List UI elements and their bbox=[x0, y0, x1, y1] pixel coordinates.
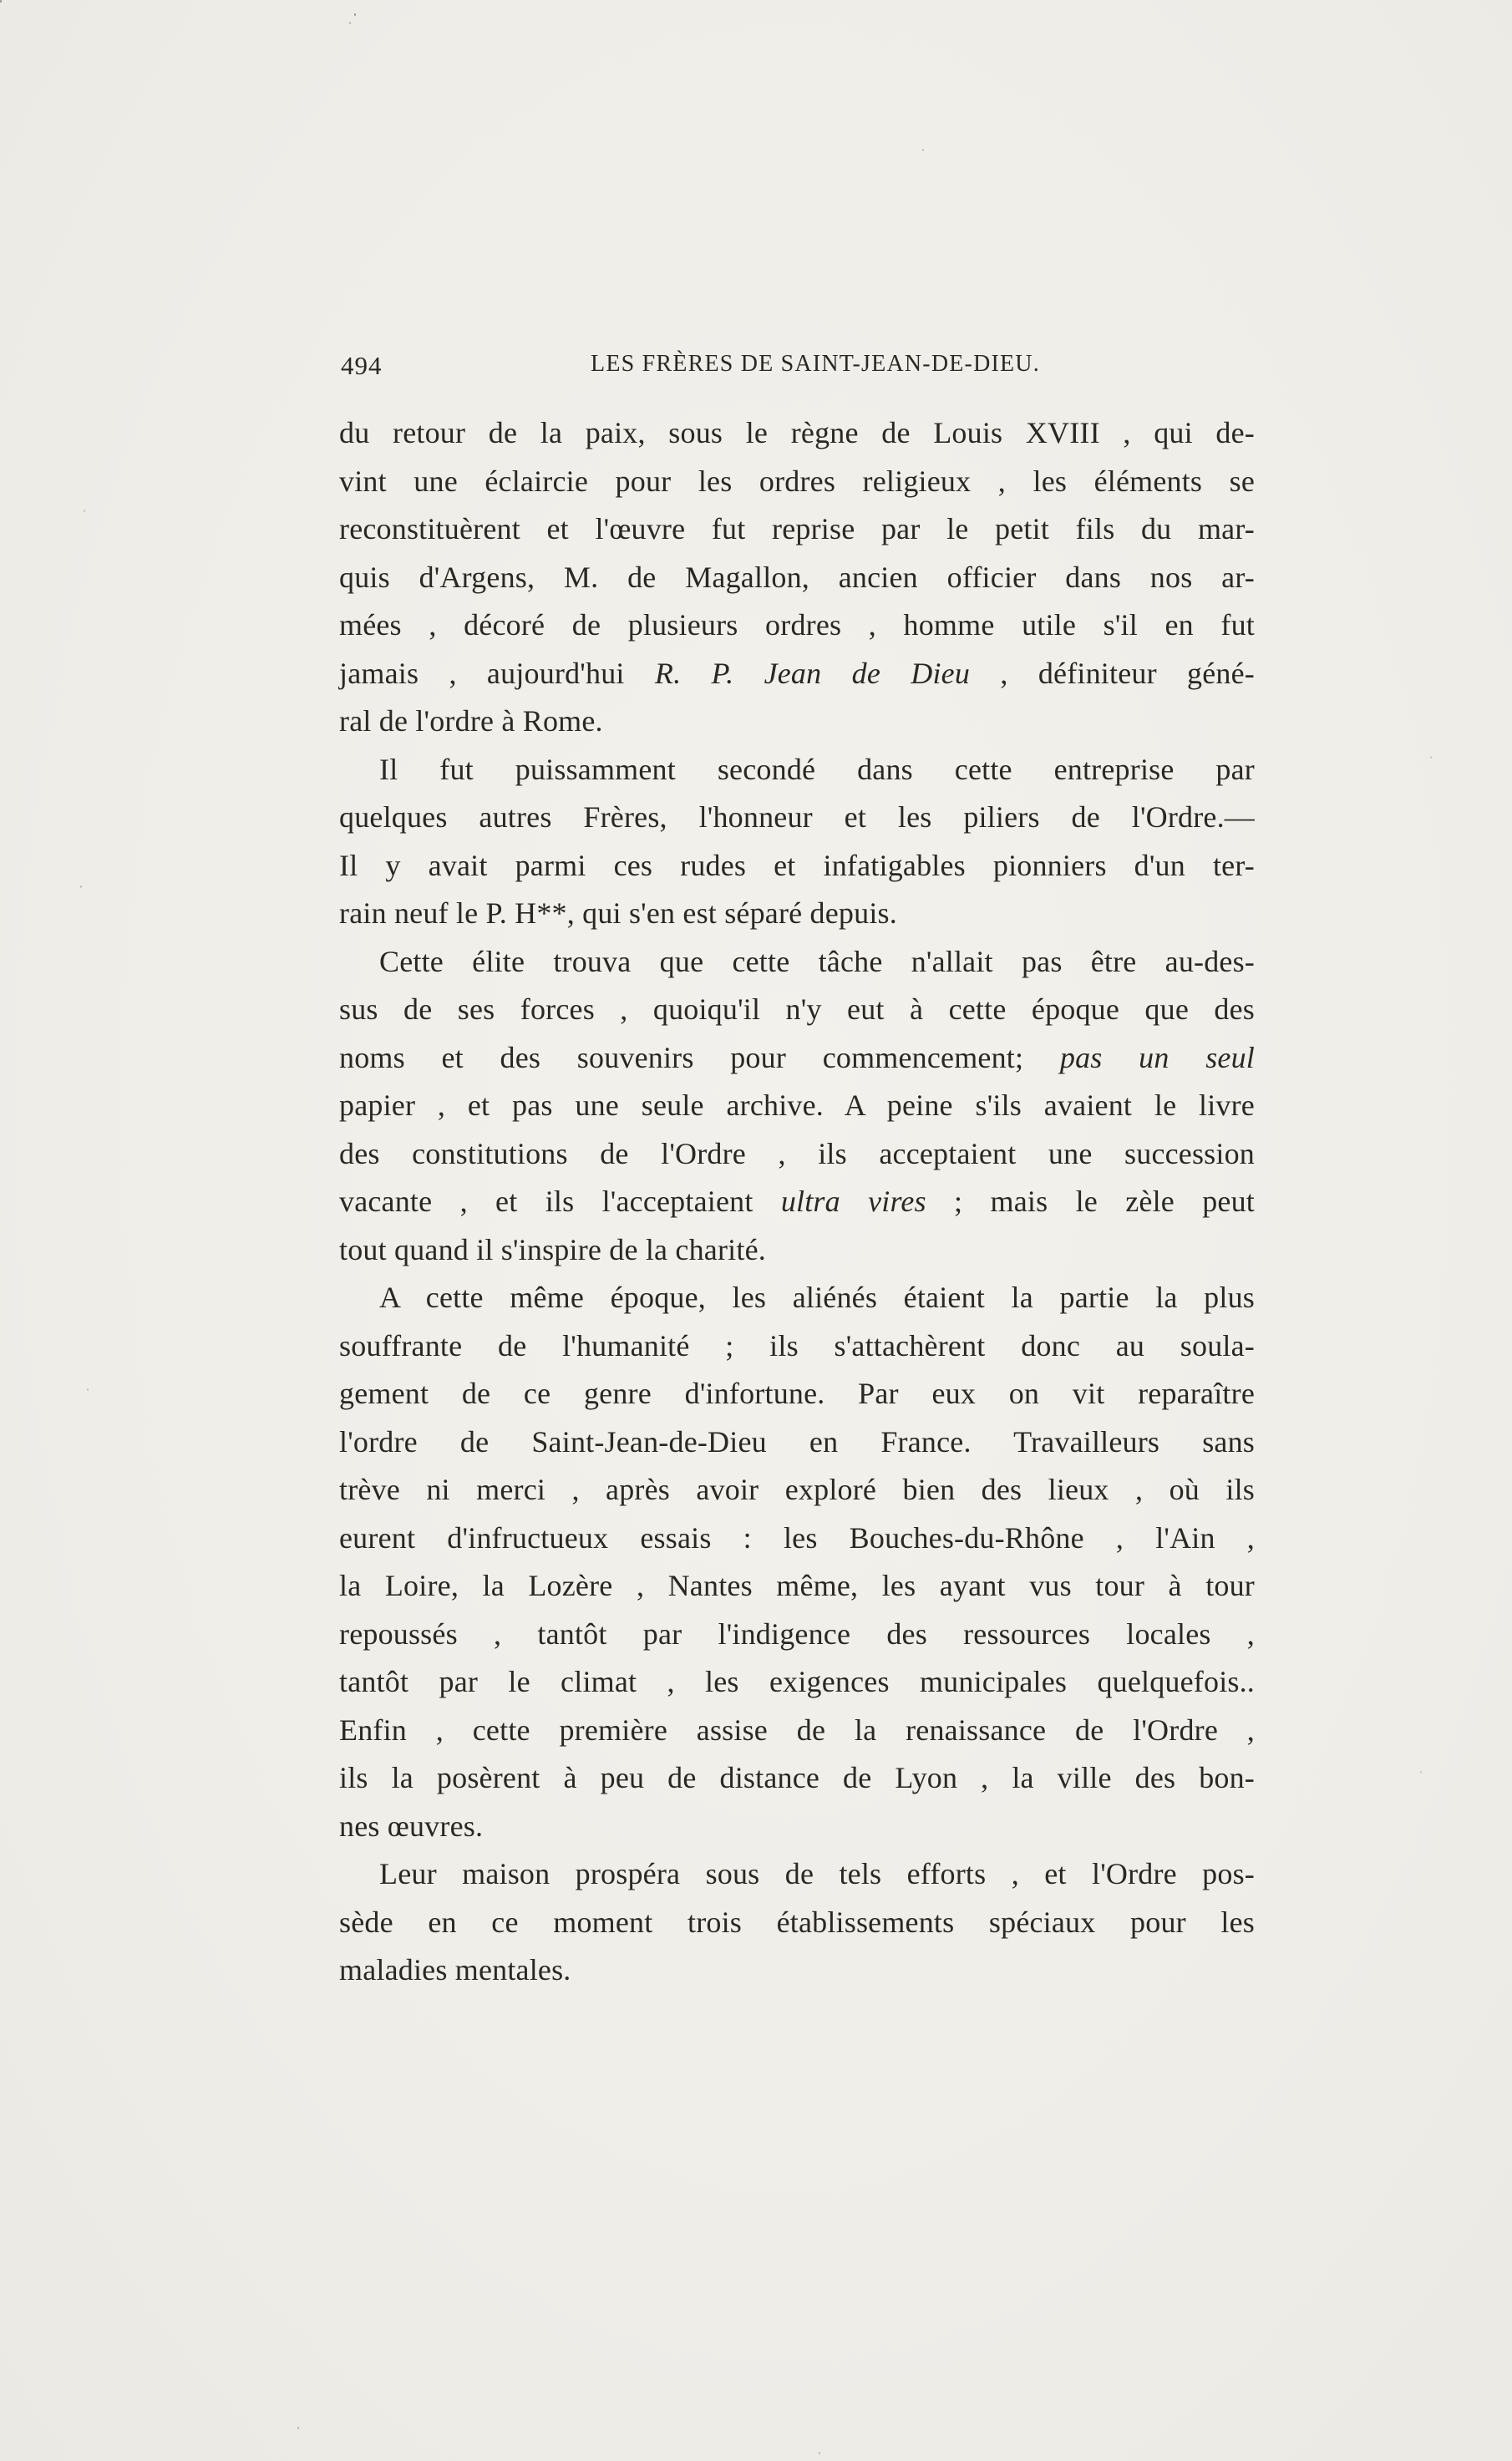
text-line bbox=[339, 1562, 1255, 1611]
text-line bbox=[339, 1754, 1255, 1803]
text-segment: Enfin , cette première assise de la renaissance de l'Ordre , bbox=[339, 1713, 1255, 1747]
text-segment: tantôt par le climat , les exigences municipales quelquefois.. bbox=[339, 1665, 1255, 1698]
text-line bbox=[339, 1611, 1255, 1659]
text-line bbox=[339, 1850, 1255, 1899]
text-line bbox=[339, 409, 1255, 458]
text-line bbox=[339, 1082, 1255, 1130]
text-line bbox=[339, 938, 1255, 987]
text-line bbox=[339, 698, 1255, 746]
text-line bbox=[339, 1370, 1255, 1418]
body-text bbox=[339, 409, 1255, 1995]
text-segment: nes œuvres. bbox=[339, 1809, 484, 1843]
text-line bbox=[339, 842, 1255, 891]
italic-text-segment: ultra vires bbox=[780, 1185, 926, 1218]
text-line bbox=[339, 746, 1255, 794]
text-segment: ils la posèrent à peu de distance de Lyon , la ville des bon- bbox=[339, 1761, 1255, 1794]
text-segment: des constitutions de l'Ordre , ils acceptaient une succession bbox=[339, 1136, 1255, 1170]
text-segment: A cette même époque, les aliénés étaient la partie la plus bbox=[379, 1281, 1255, 1314]
text-segment: la Loire, la Lozère , Nantes même, les ayant vus tour à tour bbox=[339, 1569, 1255, 1602]
running-title: LES FRÈRES DE SAINT-JEAN-DE-DIEU. bbox=[591, 351, 1040, 377]
text-line bbox=[339, 650, 1255, 698]
text-segment: quis d'Argens, M. de Magallon, ancien officier dans nos ar- bbox=[339, 560, 1255, 594]
text-segment: vacante , et ils l'acceptaient bbox=[339, 1185, 781, 1218]
text-line bbox=[339, 1034, 1255, 1083]
text-segment: sus de ses forces , quoiqu'il n'y eut à cette époque que des bbox=[339, 992, 1255, 1026]
text-line bbox=[339, 1322, 1255, 1371]
text-segment: Cette élite trouva que cette tâche n'allait pas être au-des- bbox=[379, 944, 1255, 978]
text-segment: repoussés , tantôt par l'indigence des ressources locales , bbox=[339, 1616, 1255, 1651]
text-line bbox=[339, 1418, 1255, 1467]
text-line bbox=[339, 458, 1255, 506]
text-segment: jamais , aujourd'hui bbox=[339, 656, 655, 690]
text-line bbox=[339, 1658, 1255, 1707]
page-number: 494 bbox=[341, 351, 383, 380]
scan-dust-specks bbox=[0, 0, 2, 3]
text-line bbox=[339, 794, 1255, 842]
text-line bbox=[339, 1803, 1255, 1851]
text-segment: reconstituèrent et l'œuvre fut reprise par le petit fils du mar- bbox=[339, 512, 1255, 545]
text-segment: l'ordre de Saint-Jean-de-Dieu en France. Travailleurs sans bbox=[339, 1424, 1255, 1459]
text-segment: quelques autres Frères, l'honneur et les piliers de l'Ordre.— bbox=[339, 800, 1255, 834]
text-segment: maladies mentales. bbox=[339, 1953, 571, 1987]
text-segment: rain neuf le P. H**, qui s'en est séparé depuis. bbox=[339, 896, 897, 930]
text-segment: tout quand il s'inspire de la charité. bbox=[339, 1232, 766, 1266]
text-segment: mées , décoré de plusieurs ordres , homme utile s'il en fut bbox=[339, 608, 1255, 642]
text-segment: gement de ce genre d'infortune. Par eux on vit reparaître bbox=[339, 1377, 1255, 1410]
text-segment: du retour de la paix, sous le règne de Louis XVIII , qui de- bbox=[339, 416, 1255, 449]
text-segment: vint une éclaircie pour les ordres religieux , les éléments se bbox=[339, 464, 1255, 498]
italic-text-segment: R. P. Jean de Dieu bbox=[654, 656, 971, 690]
text-segment: sède en ce moment trois établissements spéciaux pour les bbox=[339, 1905, 1255, 1939]
text-line bbox=[339, 601, 1255, 650]
text-segment: souffrante de l'humanité ; ils s'attachèrent donc au soula- bbox=[339, 1328, 1255, 1362]
text-line bbox=[339, 1226, 1255, 1275]
text-segment: ral de l'ordre à Rome. bbox=[339, 704, 603, 738]
text-segment: papier , et pas une seule archive. A peine s'ils avaient le livre bbox=[339, 1088, 1255, 1122]
page-header bbox=[341, 351, 1256, 388]
text-segment: Leur maison prospéra sous de tels efforts , et l'Ordre pos- bbox=[379, 1857, 1255, 1890]
text-line bbox=[339, 554, 1255, 602]
text-segment: eurent d'infructueux essais : les Bouches-du-Rhône , l'Ain , bbox=[339, 1520, 1255, 1555]
text-segment: , définiteur géné- bbox=[970, 656, 1255, 690]
text-line bbox=[339, 1178, 1255, 1226]
text-line bbox=[339, 1130, 1255, 1179]
text-segment: ; mais le zèle peut bbox=[926, 1185, 1255, 1218]
text-line bbox=[339, 1899, 1255, 1947]
text-line bbox=[339, 890, 1255, 938]
text-segment: Il y avait parmi ces rudes et infatigables pionniers d'un ter- bbox=[339, 848, 1255, 882]
text-segment: Il fut puissamment secondé dans cette entreprise par bbox=[379, 752, 1255, 786]
text-line bbox=[339, 1274, 1255, 1322]
text-line bbox=[339, 1946, 1255, 1995]
text-line bbox=[339, 1466, 1255, 1515]
text-line bbox=[339, 1515, 1255, 1563]
text-line bbox=[339, 505, 1255, 554]
italic-text-segment: pas un seul bbox=[1059, 1040, 1256, 1074]
text-line bbox=[339, 986, 1255, 1034]
text-line bbox=[339, 1707, 1255, 1755]
text-segment: noms et des souvenirs pour commencement; bbox=[339, 1040, 1060, 1074]
text-segment: trève ni merci , après avoir exploré bien des lieux , où ils bbox=[339, 1473, 1255, 1506]
